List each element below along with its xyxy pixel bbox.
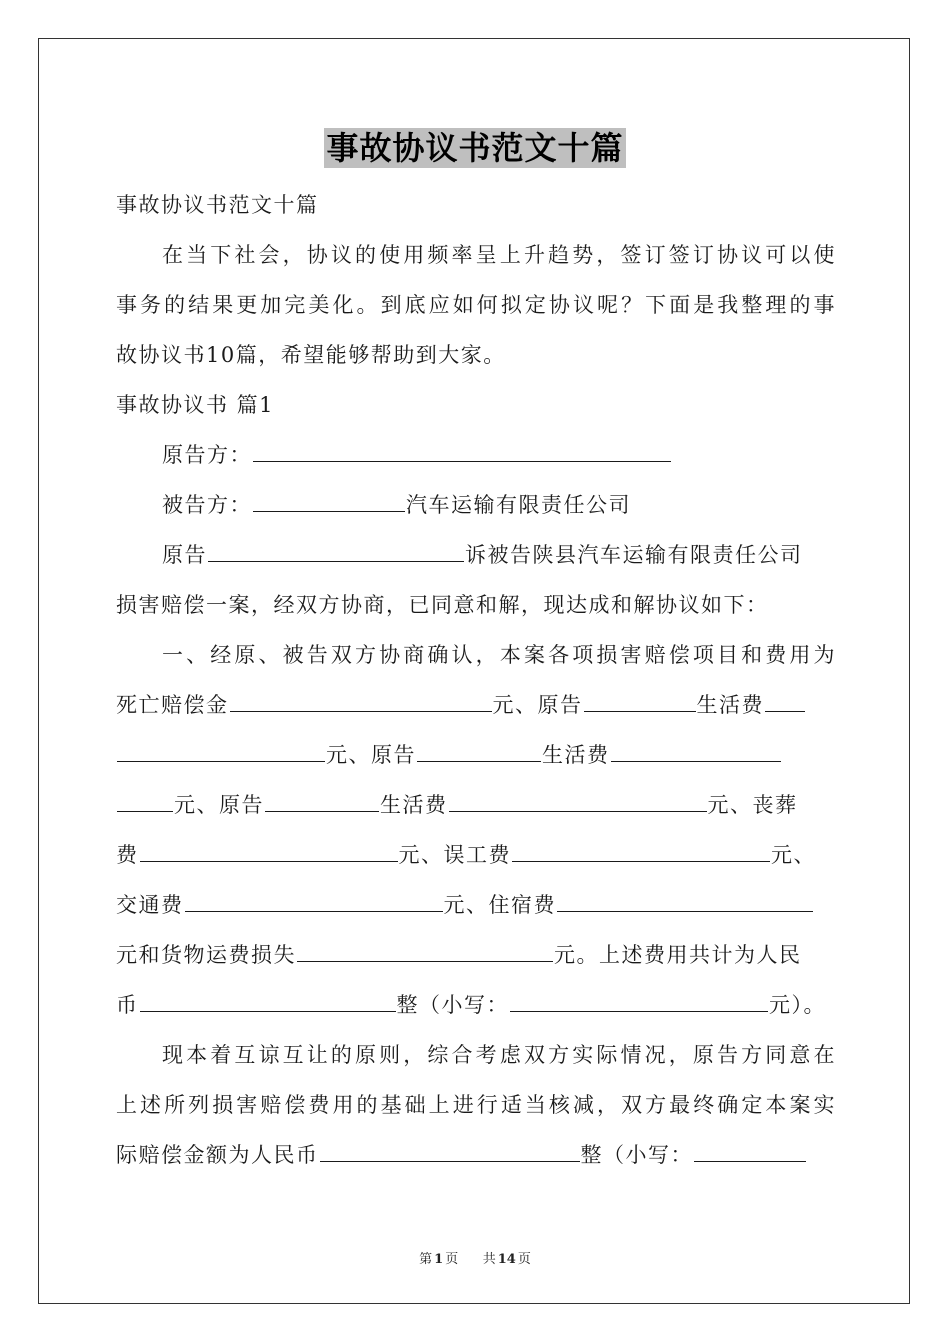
total-blank[interactable] xyxy=(140,989,396,1012)
death-comp-blank[interactable] xyxy=(230,689,492,712)
lodging-label: 元、住宿费 xyxy=(443,893,556,917)
plaintiff-blank-3[interactable] xyxy=(265,789,379,812)
death-comp-label: 死亡赔偿金 xyxy=(116,693,229,717)
document-subtitle: 事故协议书范文十篇 xyxy=(116,193,319,217)
goods-label: 元和货物运费损失 xyxy=(116,943,296,967)
funeral-blank[interactable] xyxy=(140,839,398,862)
para2-line-6 xyxy=(116,880,836,930)
amount-whole-label: 整（小写： xyxy=(580,1143,693,1167)
amount-blank[interactable] xyxy=(320,1139,580,1162)
intro-line-2: 事务的结果更加完美化。到底应如何拟定协议呢？下面是我整理的事 xyxy=(116,293,836,317)
lodging-blank[interactable] xyxy=(557,889,813,912)
living-label-1: 生活费 xyxy=(696,693,764,717)
yuan-label-4: 元、 xyxy=(771,843,816,867)
living-label-3: 生活费 xyxy=(380,793,448,817)
lost-work-blank[interactable] xyxy=(512,839,770,862)
currency-label: 币 xyxy=(116,993,139,1017)
total-prefix: 共 xyxy=(482,1252,496,1267)
plaintiff-blank[interactable] xyxy=(253,439,671,462)
plaintiff-blank-2[interactable] xyxy=(417,739,541,762)
close-label: 元）。 xyxy=(769,993,826,1017)
intro-line-3: 故协议书10篇，希望能够帮助到大家。 xyxy=(116,343,506,367)
yuan-label-2: 元、 xyxy=(326,743,371,767)
para3-line-1: 现本着互谅互让的原则，综合考虑双方实际情况，原告方同意在 xyxy=(162,1043,836,1067)
page-num: 1 xyxy=(434,1252,444,1267)
living-label-2: 生活费 xyxy=(542,743,610,767)
para1-line-1 xyxy=(116,530,836,580)
goods-blank[interactable] xyxy=(297,939,553,962)
para1-blank[interactable] xyxy=(208,539,464,562)
defendant-blank[interactable] xyxy=(253,489,405,512)
para3-line-3 xyxy=(116,1130,836,1180)
total-suffix: 页 xyxy=(517,1252,531,1267)
section-heading: 事故协议书 篇1 xyxy=(116,393,275,417)
lost-work-label: 元、误工费 xyxy=(398,843,511,867)
plaintiff-label: 原告方： xyxy=(162,443,252,467)
total-small-blank[interactable] xyxy=(510,989,768,1012)
para2-line-3 xyxy=(116,730,836,780)
page-total xyxy=(481,1252,533,1267)
living-blank-2-cont[interactable] xyxy=(117,789,173,812)
page-prefix: 第 xyxy=(419,1252,433,1267)
amount-small-blank[interactable] xyxy=(694,1139,806,1162)
living-blank-1[interactable] xyxy=(765,689,805,712)
document-title-text: 事故协议书范文十篇 xyxy=(326,129,624,167)
para2-line-1: 一、经原、被告双方协商确认，本案各项损害赔偿项目和费用为 xyxy=(162,643,836,667)
para2-line-4 xyxy=(116,780,836,830)
living-blank-3[interactable] xyxy=(449,789,707,812)
intro-line-1: 在当下社会，协议的使用频率呈上升趋势，签订签订协议可以使 xyxy=(162,243,836,267)
para1-tail: 诉被告陕县汽车运输有限责任公司 xyxy=(465,543,803,567)
para2-line-8 xyxy=(116,980,836,1030)
yuan-label-3: 元、 xyxy=(174,793,219,817)
page-number xyxy=(417,1252,460,1267)
yuan-label-1: 元、 xyxy=(492,693,538,717)
para1-lead: 原告 xyxy=(162,543,207,567)
total-num: 14 xyxy=(497,1252,516,1267)
para3-line-2: 上述所列损害赔偿费用的基础上进行适当核减，双方最终确定本案实 xyxy=(116,1093,836,1117)
document-body xyxy=(116,180,836,1180)
amount-label: 际赔偿金额为人民币 xyxy=(116,1143,319,1167)
whole-label: 整（小写： xyxy=(396,993,509,1017)
funeral-label: 元、丧葬 xyxy=(707,793,798,817)
para2-line-5 xyxy=(116,830,836,880)
para2-line-2 xyxy=(116,680,836,730)
transport-label: 交通费 xyxy=(116,893,184,917)
defendant-line xyxy=(116,480,836,530)
plaintiff-label-2: 原告 xyxy=(371,743,416,767)
living-blank-2[interactable] xyxy=(611,739,781,762)
living-blank-1-cont[interactable] xyxy=(117,739,325,762)
plaintiff-blank-1[interactable] xyxy=(584,689,696,712)
page-footer xyxy=(0,1248,950,1267)
plaintiff-line xyxy=(116,430,836,480)
plaintiff-label-1: 原告 xyxy=(537,693,583,717)
defendant-label: 被告方： xyxy=(162,493,252,517)
para1-line-2: 损害赔偿一案，经双方协商，已同意和解，现达成和解协议如下： xyxy=(116,593,769,617)
defendant-suffix: 汽车运输有限责任公司 xyxy=(406,493,631,517)
para2-line-7 xyxy=(116,930,836,980)
transport-blank[interactable] xyxy=(185,889,443,912)
page-suffix: 页 xyxy=(445,1252,459,1267)
fee-label: 费 xyxy=(116,843,139,867)
total-label: 元。上述费用共计为人民 xyxy=(554,943,802,967)
document-title xyxy=(0,128,950,168)
plaintiff-label-3: 原告 xyxy=(219,793,264,817)
